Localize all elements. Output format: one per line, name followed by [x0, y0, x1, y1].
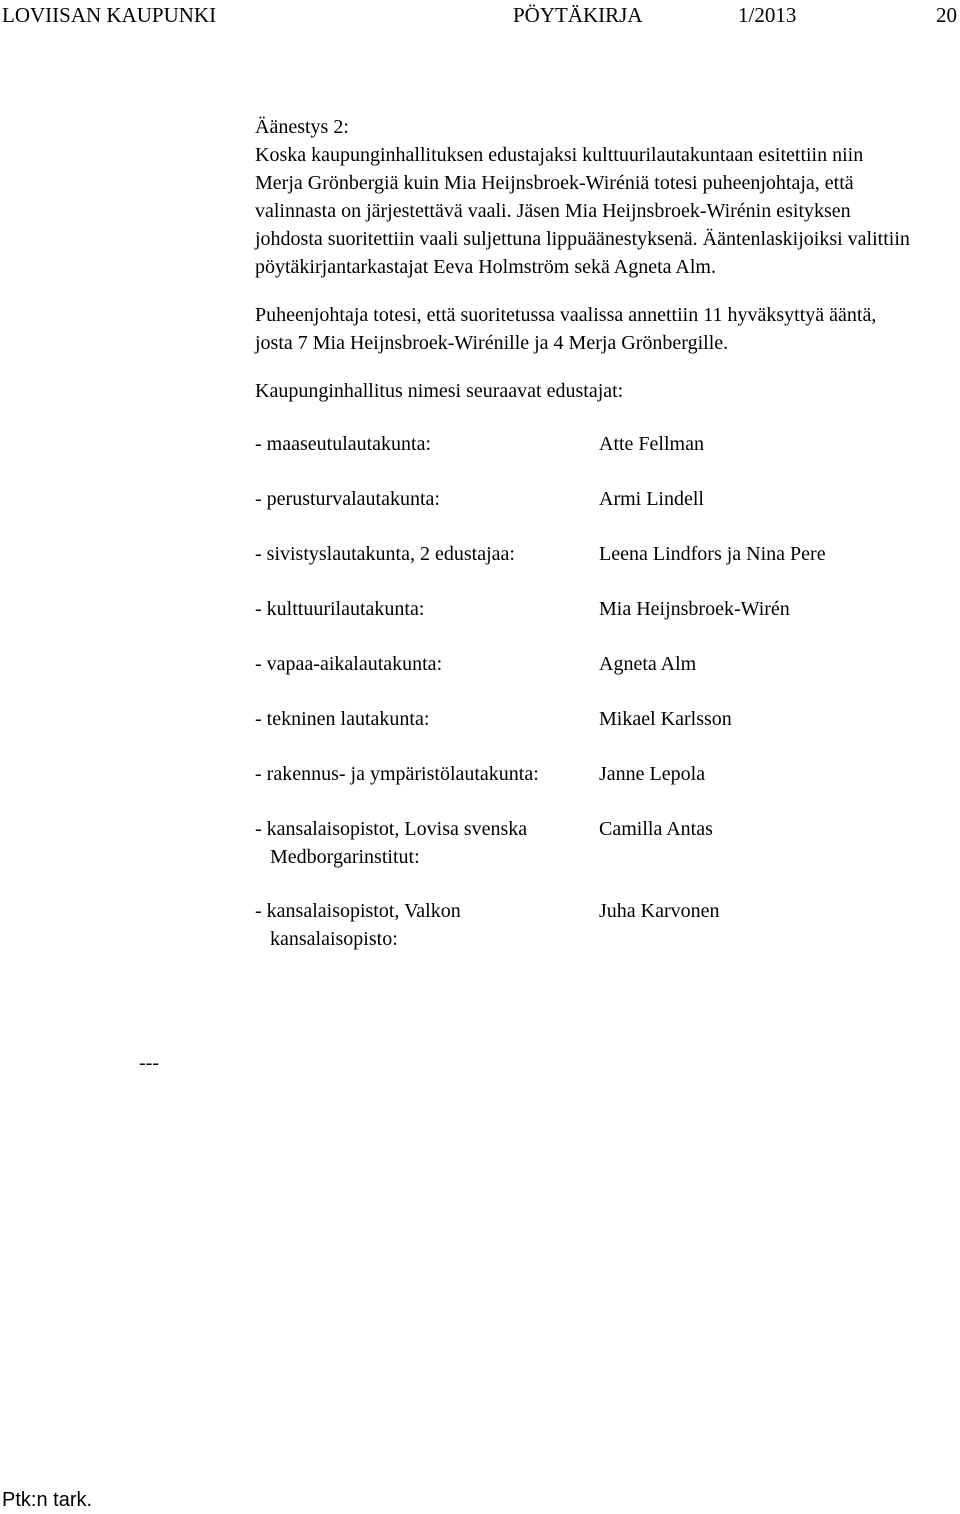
representative-name: Atte Fellman: [599, 433, 704, 455]
board-name-line-1: - kansalaisopistot, Valkon: [255, 900, 461, 922]
page-header: [0, 0, 960, 30]
representative-name: Janne Lepola: [599, 763, 706, 785]
list-item: [255, 540, 915, 568]
list-item: [255, 430, 915, 458]
representatives-list: [255, 430, 915, 953]
representative-name: Armi Lindell: [599, 488, 704, 510]
list-item: [255, 815, 915, 871]
representative-name: Agneta Alm: [599, 653, 697, 675]
representative-name: Mikael Karlsson: [599, 708, 732, 730]
list-item: [255, 595, 915, 623]
board-name: [255, 897, 599, 953]
minutes-check-note: Ptk:n tark.: [2, 1489, 93, 1511]
list-item: [255, 705, 915, 733]
document-type: PÖYTÄKIRJA: [513, 3, 643, 27]
board-name: - rakennus- ja ympäristölautakunta:: [255, 763, 539, 785]
list-item: [255, 760, 915, 788]
result-paragraph: Puheenjohtaja totesi, että suoritetussa vaalissa annettiin 11 hyväksyttyä ääntä, josta 7 Mia Heijnsbroek-Wirénille ja 4 Merja Grönbergille.: [255, 304, 877, 354]
board-name-line-1: - kansalaisopistot, Lovisa svenska: [255, 818, 528, 840]
appointment-intro: Kaupunginhallitus nimesi seuraavat edustajat:: [255, 380, 624, 402]
page-number: 20: [936, 3, 957, 27]
board-name-line-2: Medborgarinstitut:: [270, 846, 420, 868]
board-name: - perusturvalautakunta:: [255, 488, 440, 510]
board-name: - vapaa-aikalautakunta:: [255, 653, 443, 675]
board-name: - sivistyslautakunta, 2 edustajaa:: [255, 543, 515, 565]
document-body: [255, 113, 915, 979]
board-name: - tekninen lautakunta:: [255, 708, 430, 730]
vote-heading: Äänestys 2:: [255, 116, 349, 138]
section-end-mark: ---: [139, 1052, 159, 1074]
board-name-line-2: kansalaisopisto:: [270, 928, 398, 950]
board-name: - kulttuurilautakunta:: [255, 598, 425, 620]
representative-name: Mia Heijnsbroek-Wirén: [599, 598, 790, 620]
list-item: [255, 897, 915, 953]
list-item: [255, 485, 915, 513]
representative-name: Leena Lindfors ja Nina Pere: [599, 543, 826, 565]
list-item: [255, 650, 915, 678]
meeting-number: 1/2013: [738, 3, 797, 27]
representative-name: Camilla Antas: [599, 818, 713, 840]
board-name: - maaseutulautakunta:: [255, 433, 432, 455]
board-name: [255, 815, 599, 871]
representative-name: Juha Karvonen: [599, 900, 720, 922]
vote-paragraph: Koska kaupunginhallituksen edustajaksi kulttuurilautakuntaan esitettiin niin Merja Grönbergiä kuin Mia Heijnsbroek-Wiréniä totesi puheenjohtaja, että valinnasta on järjestettävä vaali. Jäsen Mia Heijnsbroek-Wirénin esityksen johdosta suoritettiin vaali suljettuna lippuäänestyksenä. Ääntenlaskijoiksi valittiin pöytäkirjantarkastajat Eeva Holmström sekä Agneta Alm.: [255, 144, 910, 278]
organization-name: LOVIISAN KAUPUNKI: [2, 3, 217, 27]
